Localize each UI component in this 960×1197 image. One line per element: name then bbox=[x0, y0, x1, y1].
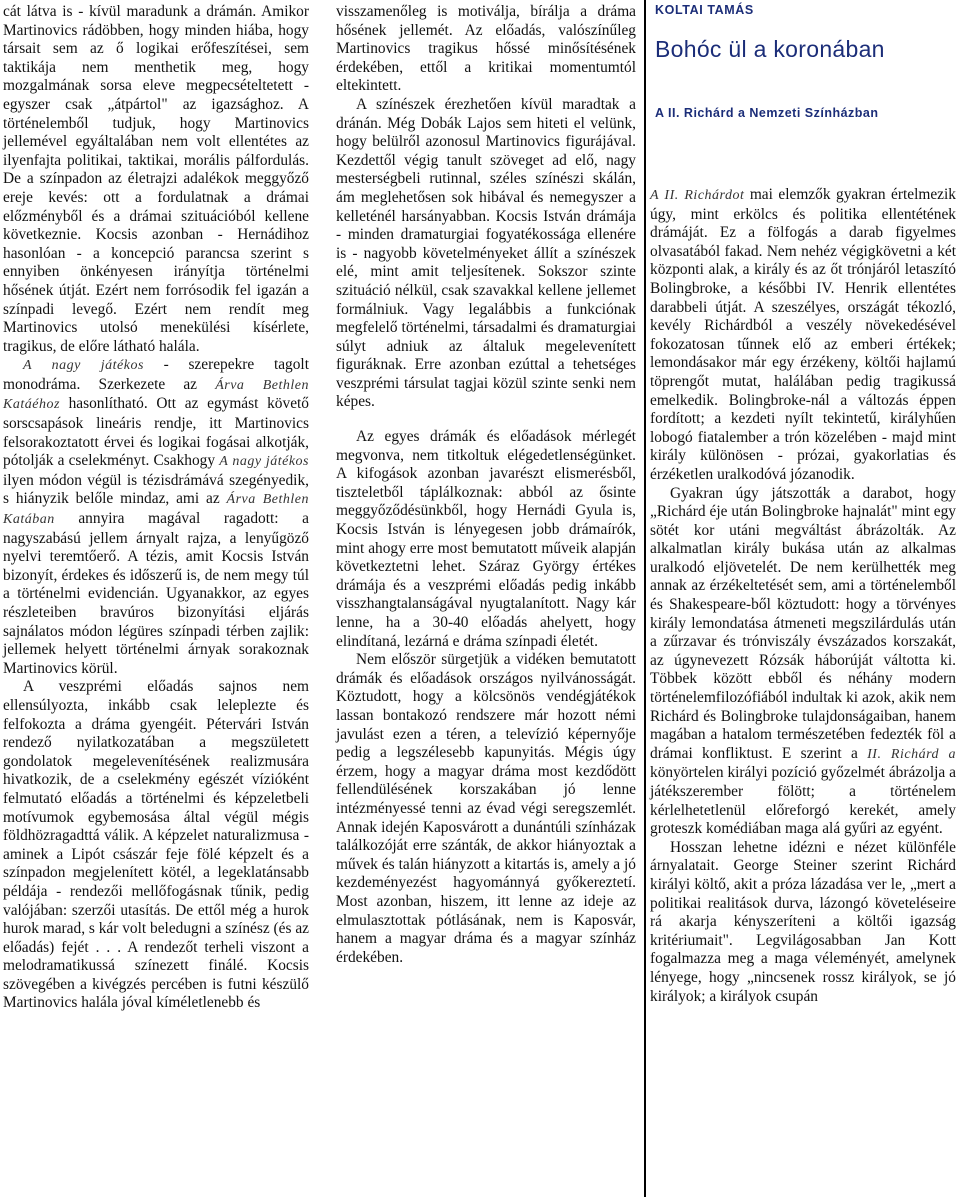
column-divider bbox=[644, 0, 646, 1197]
paragraph: Nem először sürgetjük a vidéken bemutatott drámák és előadások országos nyilvánosságát. Köztudott, hogy a kölcsönös vendégjátékok lassan bontakozó rendszere már hozott némi javulást ezen a téren, a televízió képernyője pedig a legszélesebb kapunyitás. Mégis úgy érzem, hogy a magyar dráma most kezdődött fellendülésének korszakában jó lenne intézményessé tenni az évad végi seregszemlét. Annak idején Kaposvárott a dunántúli színházak találkozóját erre szánták, de akkor hiányoztak a művek és talán hiányzott a kitartás is, amely a jó kezdeményezést hagyománnyá győkereztetí. Most azonban, hiszem, itt lenne az ideje az elmulasztottak pótlásának, nem is Kaposvár, hanem a magyar dráma és a magyar színház érdekében. bbox=[336, 651, 636, 966]
work-title: A nagy játékos bbox=[23, 358, 144, 374]
paragraph: Hosszan lehetne idézni e nézet különféle árnyalatait. George Steiner szerint Richárd királyi költő, akit a próza lázadása ver le, „mert a politikai realitások durva, lázongó követeléseire rá akarja kényszeríteni a költői igazság kritériumait". Legvilágosabban Jan Kott fogalmazza meg a maga véleményét, amelynek lényege, hogy „nincsenek rossz királyok, se jó királyok; a királyok csupán bbox=[650, 838, 956, 1005]
article-subtitle: A II. Richárd a Nemzeti Színházban bbox=[655, 106, 879, 120]
work-title: Árva Bethlen Katában bbox=[3, 492, 309, 528]
paragraph: Az egyes drámák és előadások mérlegét megvonva, nem titkoltuk elégedetlenségünket. A kifogások azonban javarészt elismerésből, tiszteletből táplálkoznak: abból az ősinte meggyőződésünkből, hogy Hernádi Gyula is, Kocsis István is lényegesen jobb drámaírók, mint ahogy erre most bemutatott műveik alapján következtetni lehet. Száraz György értékes drámája és a veszprémi előadás pedig inkább visszhangtalanságával nyugtalanított. Nagy kár lenne, ha a 30-40 előadás ahelyett, hogy elindítaná, lezárná e dráma színpadi életét. bbox=[336, 428, 636, 650]
paragraph: A színészek érezhetően kívül maradtak a dránán. Még Dobák Lajos sem hiteti el velünk, hogy belülről azonosul Martinovics figurájával. Kezdettől végig tanult szöveget ad elő, nagy mesterségbeli rutinnal, széles színészi skálán, ám meglehetősen sok hibával és nemegyszer a kelleténél harsányabban. Kocsis István drámája - minden dramaturgiai fogyatékossága ellenére is - nagyobb követelményeket állít a színészek elé, mint amit teljesítenek. Sokszor szinte szituáció nélkül, csak szavakkal kellene jellemet formálniuk. Vagy legalábbis a funkciónak megfelelő történelmi, társadalmi és dramaturgiai súlyt adniuk az általuk megelevenített figuráknak. Erre azonban ezúttal a tehetséges veszprémi társulat tagjai közül szinte senki nem képes. bbox=[336, 95, 636, 411]
paragraph: Gyakran úgy játszották a darabot, hogy „Richárd éje után Bolingbroke hajnalát" mint egy sötét kor utáni megváltást ábrázolták. Az alkalmatlan király bukása után az alkalmas uralkodó eljövetelét. De nem kerülhették meg annak az érzékeltetését sem, ami a történelemből és Shakespeare-ből köztudott: hogy a törvényes király lemondatása átmeneti megszilárdulás után a zűrzavar és trónviszály évszázados korszakát, az úgynevezett Rózsák háborúját váltotta ki. Többek között ebből és néhány modern történelemfilozófiából indultak ki azok, akik nem Richárd és Bolingbroke tulajdonságaiban, hanem magában a hatalom természetében fedezték föl a drámai konfliktust. E szerint a II. Richárd a könyörtelen királyi pozíció győzelmét ábrázolja a játékszerember fölött; a történelem kérlelhetetlenül előreforgó kerekét, amely groteszk komédiában maga alá gyűri az egyént. bbox=[650, 484, 956, 838]
paragraph: cát látva is - kívül maradunk a drámán. Amikor Martinovics rádöbben, hogy minden hiába, hogy társait sem az ő logikai erőfeszítései, sem taktikája nem menthetik meg, hogy mozgalmának sorsa eleve megpecsételtetett - egyszer csak „átpártol" az igazsághoz. A történelemből tudjuk, hogy Martinovics jellemével egyáltalában nem volt ellentétes az ilyenfajta politikai, taktikai, morális pálfordulás. De a színpadon az életrajzi adalékok meggyőző ereje kevés: ott a fordulatnak a drámai előzményből és a drámai szituációból kellene következnie. Kocsis azonban - Hernádihoz hasonlóan - a koncepció parancsa szerint s ennyiben önkényesen irányítja történelmi hősének útját. Ezért nem forrósodik fel igazán a színpadi levegő. Ezért nem rendít meg Martinovics utolsó menekülési kísérlete, tragikus, de előre látható halála. bbox=[3, 3, 309, 355]
work-title: A II. Richárdot bbox=[650, 188, 745, 203]
article-title: Bohóc ül a koronában bbox=[655, 36, 885, 62]
paragraph: A II. Richárdot mai elemzők gyakran értelmezik úgy, mint erkölcs és politika ellentétének drámáját. Ez a fölfogás a darab figyelmes olvasatából fakad. Nem nehéz végigkövetni a két központi alak, a király és az őt trónjáról letaszító Bolingbroke, a későbbi IV. Henrik ellentétes darabbeli útját. A szeszélyes, országát tékozló, kevély Richárdból a veszély növekedésével fokozatosan tűnnek elő az emberi értékek; lemondásakor már egy érzékeny, költői hajlamú töprengőt mutat, halálában pedig tragikussá emelkedik. Bolingbroke-nál a változás éppen fordított; a kezdeti nyílt tekintetű, királyhűen lobogó fiatalember a trón közelében - majd mint király különösen - prózai, gyakorlatias és érzéketlen uralkodóvá józanodik. bbox=[650, 186, 956, 483]
article-column-1 bbox=[3, 3, 309, 1013]
paragraph: A nagy játékos - szerepekre tagolt monodráma. Szerkezete az Árva Bethlen Katáéhoz hasonlítható. Ott az egymást követő sorscsapások lineáris rendje, itt Martinovics felsorakoztatott érvei és logikai fogásai alkotják, pótolják a cselekményt. Csakhogy A nagy játékos ilyen módon végül is tézisdrámává szegényedik, s hiányzik belőle mindaz, ami az Árva Bethlen Katában annyira magával ragadott: a nagyszabású jellem árnyalt rajza, a lenyűgöző nyelvi teremtőerő. A tézis, amit Kocsis István bizonyít, érdekes és időszerű is, de nem megy túl a történelmi evidencián. Ugyanakkor, az egyes részleteiben bravúros bizonyítási eljárás sajnálatos módon légüres színpadi térben zajlik: jellemek helyett történelmi árnyak sorakoznak Martinovics körül. bbox=[3, 356, 309, 677]
work-title: A nagy játékos bbox=[219, 454, 309, 470]
work-title: Árva Bethlen Katáéhoz bbox=[3, 377, 309, 413]
paragraph: A veszprémi előadás sajnos nem ellensúlyozta, inkább csak leleplezte és felfokozta a dráma gyengéit. Pétervári István rendező nyilatkozatában a megszületett gondolatok megelevenítésének realizmusára hivatkozik, de a cselekmény egészét vízióként felmutató előadás a történelmi és képzeletbeli motívumok egybemosása által végül mégis földhözragadttá válik. A képzelet naturalizmusa - aminek a Lipót császár feje fölé képzelt és a színpadon megjelenített kötél, a legeklatánsabb példája - rendezői mellőfogásnak tűnik, pedig valójában: szerzői utasítás. De ettől még a hurok hurok marad, s kár volt beledugni a színész (és az előadás) fejét . . . A rendezőt terheli viszont a melodramatikussá színezett finálé. Kocsis szövegében a kivégzés percében is futni készülő Martinovics halála jóval kíméletlenebb és bbox=[3, 678, 309, 1012]
paragraph: visszamenőleg is motiválja, bírálja a dráma hősének jellemét. Az előadás, valószínűleg Martinovics tragikus hőssé minősítésének érdekében, ettől a kritikai momentumtól eltekintett. bbox=[336, 3, 636, 95]
article-column-3 bbox=[650, 186, 956, 1006]
article-column-2 bbox=[336, 3, 636, 967]
article-author: KOLTAI TAMÁS bbox=[655, 3, 754, 17]
work-title: II. Richárd a bbox=[867, 746, 956, 762]
